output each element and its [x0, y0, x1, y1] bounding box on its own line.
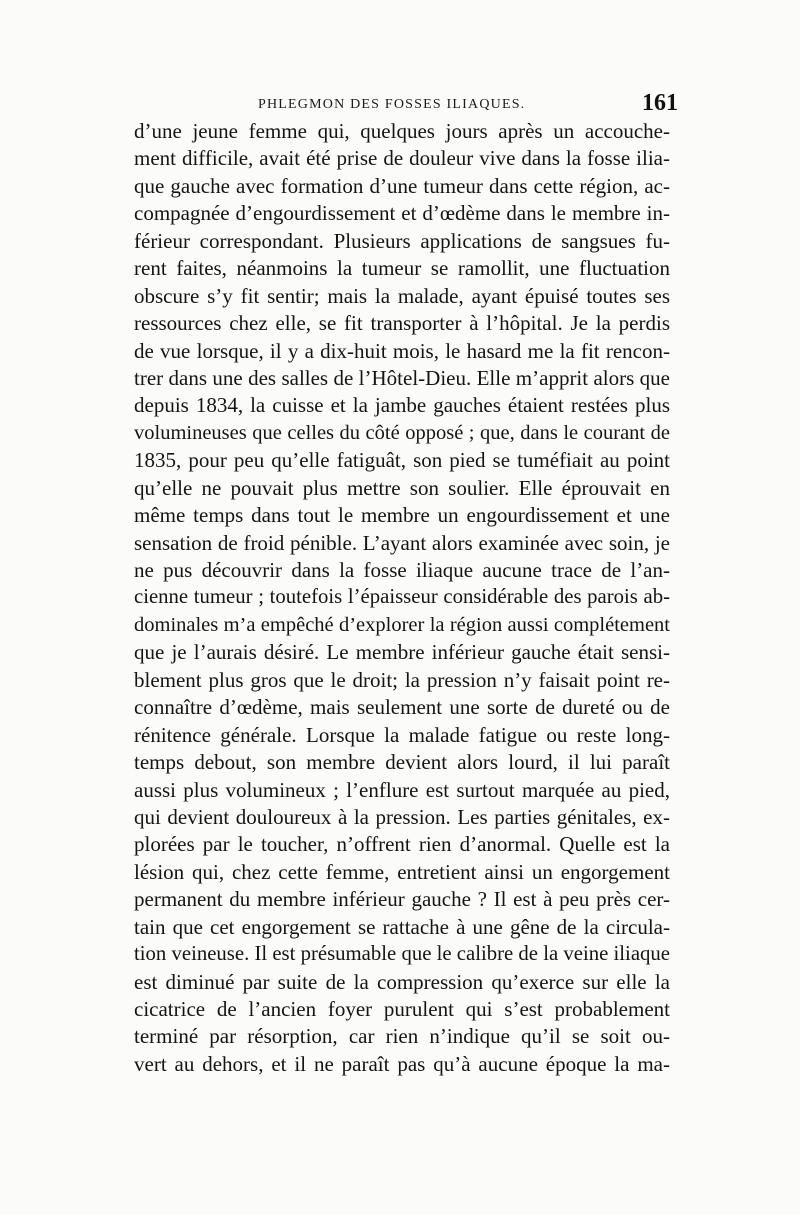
text-line: ressources chez elle, se fit transporter à l’hôpital. Je la perdis: [134, 311, 670, 336]
text-line: dominales m’a empêché d’explorer la région aussi complétement: [134, 613, 670, 636]
text-line: vert au dehors, et il ne paraît pas qu’à aucune époque la ma-: [134, 1051, 670, 1076]
text-line: ne pus découvrir dans la fosse iliaque aucune trace de l’an-: [134, 558, 670, 582]
text-line: trer dans une des salles de l’Hôtel-Dieu. Elle m’apprit alors que: [134, 365, 670, 390]
text-line: rénitence générale. Lorsque la malade fatigue ou reste long-: [134, 722, 670, 747]
body-paragraph: [134, 118, 670, 1078]
text-line: permanent du membre inférieur gauche ? Il est à peu près cer-: [134, 887, 670, 912]
text-line: rent faites, néanmoins la tumeur se ramollit, une fluctuation: [134, 256, 670, 281]
text-line: de vue lorsque, il y a dix-huit mois, le hasard me la fit rencon-: [134, 338, 670, 363]
text-line: 1835, pour peu qu’elle fatiguât, son pied se tuméfiait au point: [134, 448, 670, 473]
text-line: férieur correspondant. Plusieurs applications de sangsues fu-: [134, 228, 670, 253]
text-line: que je l’aurais désiré. Le membre inférieur gauche était sensi-: [134, 640, 670, 665]
text-line: que gauche avec formation d’une tumeur dans cette région, ac-: [134, 173, 670, 198]
text-line: plorées par le toucher, n’offrent rien d’anormal. Quelle est la: [134, 832, 670, 857]
text-line: qu’elle ne pouvait plus mettre son soulier. Elle éprouvait en: [134, 475, 670, 500]
text-line: obscure s’y fit sentir; mais la malade, ayant épuisé toutes ses: [134, 283, 670, 308]
text-line: cienne tumeur ; toutefois l’épaisseur considérable des parois ab-: [134, 586, 670, 609]
text-line: même temps dans tout le membre un engourdissement et une: [134, 503, 670, 528]
text-line: temps debout, son membre devient alors lourd, il lui paraît: [134, 750, 670, 775]
page-number: 161: [642, 90, 678, 116]
text-line: volumineuses que celles du côté opposé ; que, dans le courant de: [134, 421, 670, 444]
text-line: est diminué par suite de la compression qu’exerce sur elle la: [134, 969, 670, 994]
text-line: d’une jeune femme qui, quelques jours après un accouche-: [134, 119, 670, 143]
text-line: aussi plus volumineux ; l’enflure est surtout marquée au pied,: [134, 777, 670, 802]
text-line: compagnée d’engourdissement et d’œdème dans le membre in-: [134, 201, 670, 226]
text-line: blement plus gros que le droit; la pression n’y faisait point re-: [134, 667, 670, 692]
text-line: ment difficile, avait été prise de douleur vive dans la fosse ilia-: [134, 146, 670, 171]
text-line: terminé par résorption, car rien n’indique qu’il se soit ou-: [134, 1024, 670, 1049]
running-title: PHLEGMON DES FOSSES ILIAQUES.: [258, 97, 526, 112]
text-line: qui devient douloureux à la pression. Les parties génitales, ex-: [134, 804, 670, 829]
text-line: connaître d’œdème, mais seulement une sorte de dureté ou de: [134, 695, 670, 720]
text-line: tain que cet engorgement se rattache à une gêne de la circula-: [134, 914, 670, 939]
text-line: cicatrice de l’ancien foyer purulent qui s’est probablement: [134, 997, 670, 1021]
text-line: tion veineuse. Il est présumable que le calibre de la veine iliaque: [134, 943, 670, 966]
text-line: sensation de froid pénible. L’ayant alors examinée avec soin, je: [134, 530, 670, 555]
text-line: lésion qui, chez cette femme, entretient ainsi un engorgement: [134, 859, 670, 884]
text-line: depuis 1834, la cuisse et la jambe gauches étaient restées plus: [134, 393, 670, 418]
